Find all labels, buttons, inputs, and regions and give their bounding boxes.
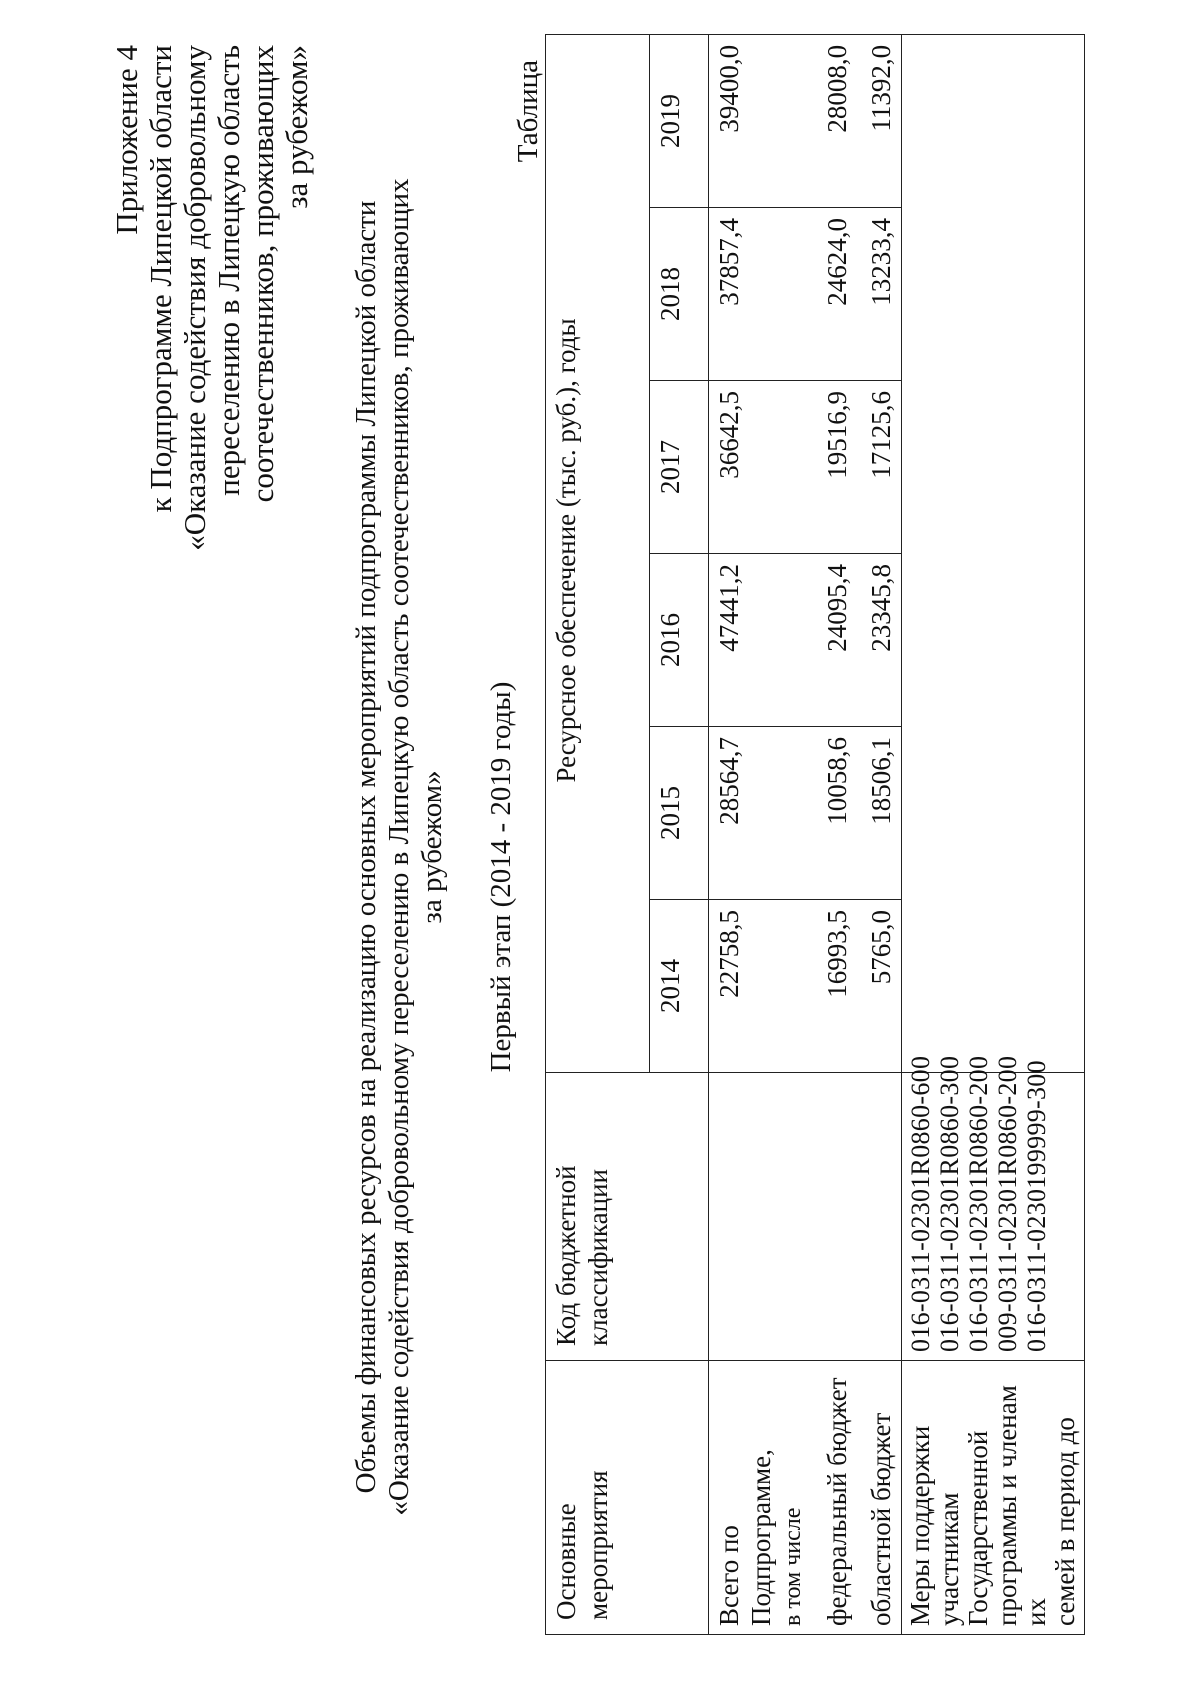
totals-code-cell (709, 1073, 902, 1361)
total-value: 28564,7 (714, 737, 744, 825)
year-values-cell (709, 900, 902, 1073)
header-year: 2017 (650, 381, 709, 554)
measure-line: участникам (934, 1492, 964, 1626)
regional-value: 18506,1 (866, 737, 896, 825)
row-label: Подпрограмме, (746, 1449, 776, 1626)
measure-line: программы и членам их (992, 1385, 1051, 1626)
year-values-cell (709, 381, 902, 554)
document-title (350, 177, 449, 1517)
row-label: Всего по (714, 1525, 744, 1626)
stage-heading: Первый этап (2014 - 2019 годы) (485, 681, 517, 1073)
header-year: 2016 (650, 554, 709, 727)
appendix-line: «Оказание содействия добровольному (177, 45, 212, 551)
budget-code: 009-0311-02301R0860-200 (993, 1055, 1022, 1352)
appendix-line: к Подпрограмме Липецкой области (143, 45, 178, 513)
appendix-line: переселению в Липецкую область (211, 45, 246, 496)
federal-value: 24095,4 (822, 564, 852, 652)
header-year: 2014 (650, 900, 709, 1073)
table-row-totals (709, 34, 902, 1634)
federal-value: 16993,5 (822, 910, 852, 998)
budget-code: 016-0311-0230199999-300 (1022, 1060, 1051, 1352)
measure-line: семей в период до (1050, 1417, 1080, 1626)
row-label: федеральный бюджет (822, 1377, 852, 1626)
measure-codes-cell (902, 1055, 1085, 1361)
regional-value: 11392,0 (866, 44, 896, 132)
table-label: Таблица (512, 60, 544, 163)
federal-value: 19516,9 (822, 391, 852, 479)
header-activities: Основные мероприятия (546, 1361, 709, 1635)
appendix-line: соотечественников, проживающих (245, 45, 280, 503)
header-resources: Ресурсное обеспечение (тыс. руб.), годы (546, 34, 650, 1072)
appendix-line: за рубежом» (279, 45, 314, 209)
appendix-header (110, 45, 314, 685)
row-label: в том числе (780, 1507, 806, 1626)
total-value: 22758,5 (714, 910, 744, 998)
regional-value: 13233,4 (866, 218, 896, 306)
totals-labels-cell (709, 1361, 902, 1635)
table-header-row (546, 34, 650, 1634)
appendix-line: Приложение 4 (109, 45, 144, 235)
year-values-cell (709, 208, 902, 381)
budget-code: 016-0311-02301R0860-200 (964, 1055, 993, 1352)
federal-value: 10058,6 (822, 737, 852, 825)
budget-code: 016-0311-02301R0860-600 (906, 1055, 935, 1352)
measure-line: Государственной (963, 1430, 993, 1626)
federal-value: 28008,0 (822, 44, 852, 133)
header-year: 2019 (650, 34, 709, 207)
measure-line: Меры поддержки (905, 1425, 935, 1626)
year-values-cell (709, 34, 902, 207)
regional-value: 5765,0 (866, 910, 896, 985)
header-year: 2015 (650, 727, 709, 900)
total-value: 37857,4 (714, 218, 744, 306)
resources-table (545, 34, 1085, 1635)
total-value: 36642,5 (714, 391, 744, 479)
header-code: Код бюджетной классификации (546, 1073, 709, 1361)
total-value: 47441,2 (714, 564, 744, 652)
measure-name-cell (902, 1361, 1085, 1635)
total-value: 39400,0 (714, 44, 744, 133)
title-line: Объемы финансовых ресурсов на реализацию основных мероприятий подпрограммы Липецкой области (350, 200, 382, 1494)
year-values-cell (709, 554, 902, 727)
budget-code: 016-0311-02301R0860-300 (935, 1055, 964, 1352)
header-year: 2018 (650, 208, 709, 381)
table-row-measure (902, 34, 1085, 1634)
measure-values-cell (902, 34, 1085, 1072)
title-line: «Оказание содействия добровольному переселению в Липецкую область соотечественников, проживающих (383, 178, 415, 1516)
row-label: областной бюджет (866, 1412, 896, 1626)
regional-value: 23345,8 (866, 564, 896, 652)
title-line: за рубежом» (416, 770, 448, 924)
regional-value: 17125,6 (866, 391, 896, 479)
year-values-cell (709, 727, 902, 900)
federal-value: 24624,0 (822, 218, 852, 306)
